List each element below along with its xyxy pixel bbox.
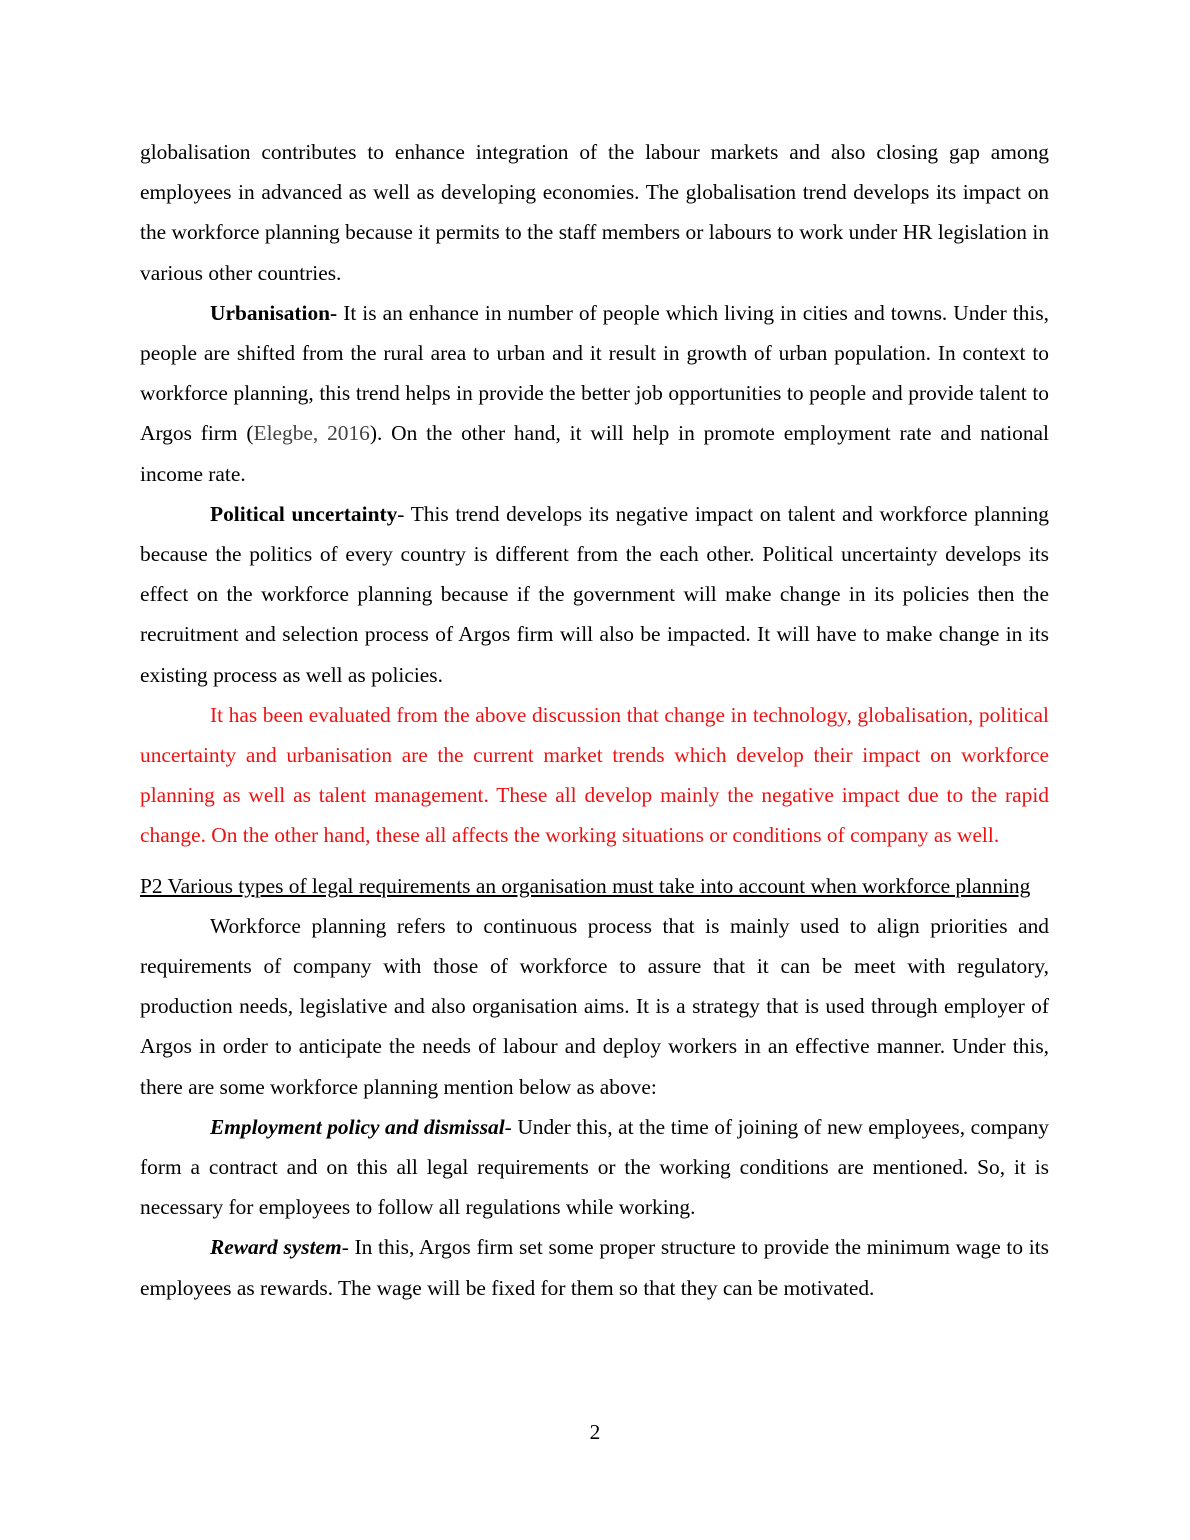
page-number: 2 bbox=[589, 1420, 601, 1444]
paragraph-political-uncertainty bbox=[140, 494, 1049, 695]
employment-text: - Under this, at the time of joining of new employees, company form a contract and on this all legal requirements or the working conditions are mentioned. So, it is necessary for employees to follow all regulations while working. bbox=[140, 1114, 1049, 1220]
paragraph-conclusion-highlighted: It has been evaluated from the above discussion that change in technology, globalisation, political uncertainty and urbanisation are the current market trends which develop their impact on workforce planning as well as talent management. These all develop mainly the negative impact due to the rapid change. On the other hand, these all affects the working situations or conditions of company as well. bbox=[140, 702, 1049, 848]
urbanisation-text-end: ). On the other hand, it will help in promote employment rate and national income rate. bbox=[140, 421, 1049, 486]
paragraph-employment-policy bbox=[140, 1107, 1049, 1228]
citation-elegbe: Elegbe, 2016 bbox=[253, 421, 370, 446]
paragraph-workforce-planning: Workforce planning refers to continuous process that is mainly used to align priorities and requirements of company with those of workforce to assure that it can be meet with regulatory, production needs, legislative and also organisation aims. It is a strategy that is used through employer of Argos in order to anticipate the needs of labour and deploy workers in an effective manner. Under this, there are some workforce planning mention below as above: bbox=[140, 913, 1049, 1099]
term-political-uncertainty: Political uncertainty bbox=[210, 501, 398, 526]
paragraph-reward-system bbox=[140, 1227, 1049, 1307]
term-employment-policy: Employment policy and dismissal bbox=[210, 1114, 505, 1139]
urbanisation-text: It is an enhance in number of people which living in cities and towns. Under this, people are shifted from the rural area to urban and it result in growth of urban population. In context to workforce planning, this trend helps in provide the better job opportunities to people and provide talent to Argos firm ( bbox=[140, 300, 1049, 446]
term-urbanisation: Urbanisation- bbox=[210, 300, 338, 325]
document-body bbox=[140, 132, 1049, 1308]
term-reward-system: Reward system bbox=[210, 1235, 342, 1260]
political-text: - This trend develops its negative impact on talent and workforce planning because the politics of every country is different from the each other. Political uncertainty develops its effect on the workforce planning because if the government will make change in its policies then the recruitment and selection process of Argos firm will also be impacted. It will have to make change in its existing process as well as policies. bbox=[140, 501, 1049, 687]
reward-text: - In this, Argos firm set some proper structure to provide the minimum wage to its employees as rewards. The wage will be fixed for them so that they can be motivated. bbox=[140, 1235, 1049, 1300]
section-heading-p2: P2 Various types of legal requirements an organisation must take into account when workforce planning bbox=[140, 873, 1031, 898]
paragraph-urbanisation bbox=[140, 293, 1049, 494]
paragraph-globalisation-continued: globalisation contributes to enhance integration of the labour markets and also closing gap among employees in advanced as well as developing economies. The globalisation trend develops its impact on the workforce planning because it permits to the staff members or labours to work under HR legislation in various other countries. bbox=[140, 140, 1049, 285]
